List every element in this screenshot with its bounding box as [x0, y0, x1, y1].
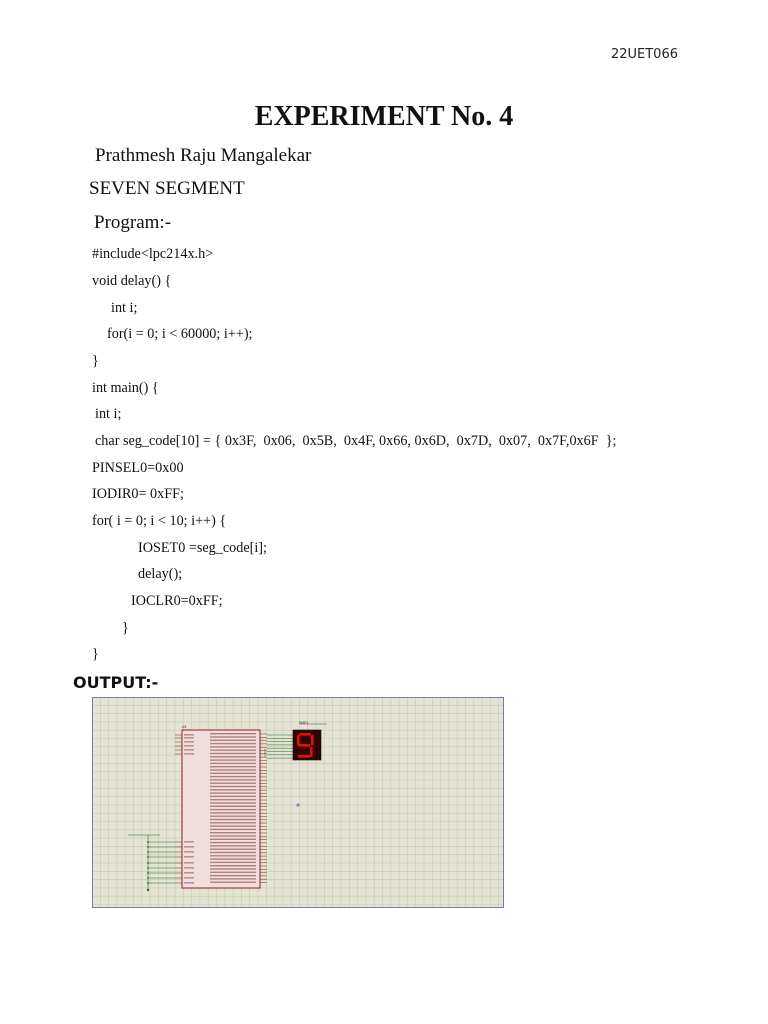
display-segment — [298, 744, 310, 747]
wire-junction — [147, 877, 149, 879]
wire-junction — [147, 862, 149, 864]
display-segment — [297, 735, 300, 745]
ground-node — [147, 889, 149, 891]
wire-junction — [147, 867, 149, 869]
code-line: void delay() { — [92, 273, 172, 289]
wire-junction — [147, 872, 149, 874]
code-line: #include<lpc214x.h> — [92, 246, 214, 262]
wire-junction — [147, 856, 149, 858]
code-line: PINSEL0=0x00 — [92, 460, 184, 476]
code-line: IODIR0= 0xFF; — [92, 486, 184, 502]
code-line: char seg_code[10] = { 0x3F, 0x06, 0x5B, 0x4F, 0x66, 0x6D, 0x7D, 0x07, 0x7F,0x6F }; — [95, 433, 617, 449]
display-segment — [299, 733, 311, 736]
code-line: delay(); — [138, 566, 183, 582]
wire-junction — [147, 846, 149, 848]
code-line: } — [92, 646, 99, 662]
author-name: Prathmesh Raju Mangalekar — [95, 145, 312, 166]
experiment-topic: SEVEN SEGMENT — [89, 178, 245, 199]
code-line: } — [122, 620, 129, 636]
wire-junction — [147, 841, 149, 843]
code-line: int i; — [111, 300, 138, 316]
wire-junction — [147, 882, 149, 884]
code-line: for( i = 0; i < 10; i++) { — [92, 513, 227, 529]
code-line: for(i = 0; i < 60000; i++); — [107, 326, 253, 342]
page-title: EXPERIMENT No. 4 — [254, 101, 514, 132]
svg-text:U1: U1 — [182, 725, 187, 729]
display-segment — [311, 735, 314, 745]
code-line: IOSET0 =seg_code[i]; — [138, 540, 267, 556]
wire-junction — [147, 851, 149, 853]
schematic-background — [92, 697, 504, 908]
code-line: int i; — [95, 406, 122, 422]
program-heading: Program:- — [94, 212, 172, 233]
code-line: IOCLR0=0xFF; — [131, 593, 223, 609]
output-heading: OUTPUT:- — [73, 673, 159, 692]
simulation-screenshot — [92, 697, 504, 908]
code-line: int main() { — [92, 380, 159, 396]
display-segment — [310, 747, 313, 757]
display-segment — [298, 755, 310, 758]
roll-number: 22UET066 — [610, 47, 678, 62]
code-line: } — [92, 353, 99, 369]
svg-text:DISP1: DISP1 — [299, 721, 309, 725]
lpc2148-chip — [175, 725, 267, 888]
